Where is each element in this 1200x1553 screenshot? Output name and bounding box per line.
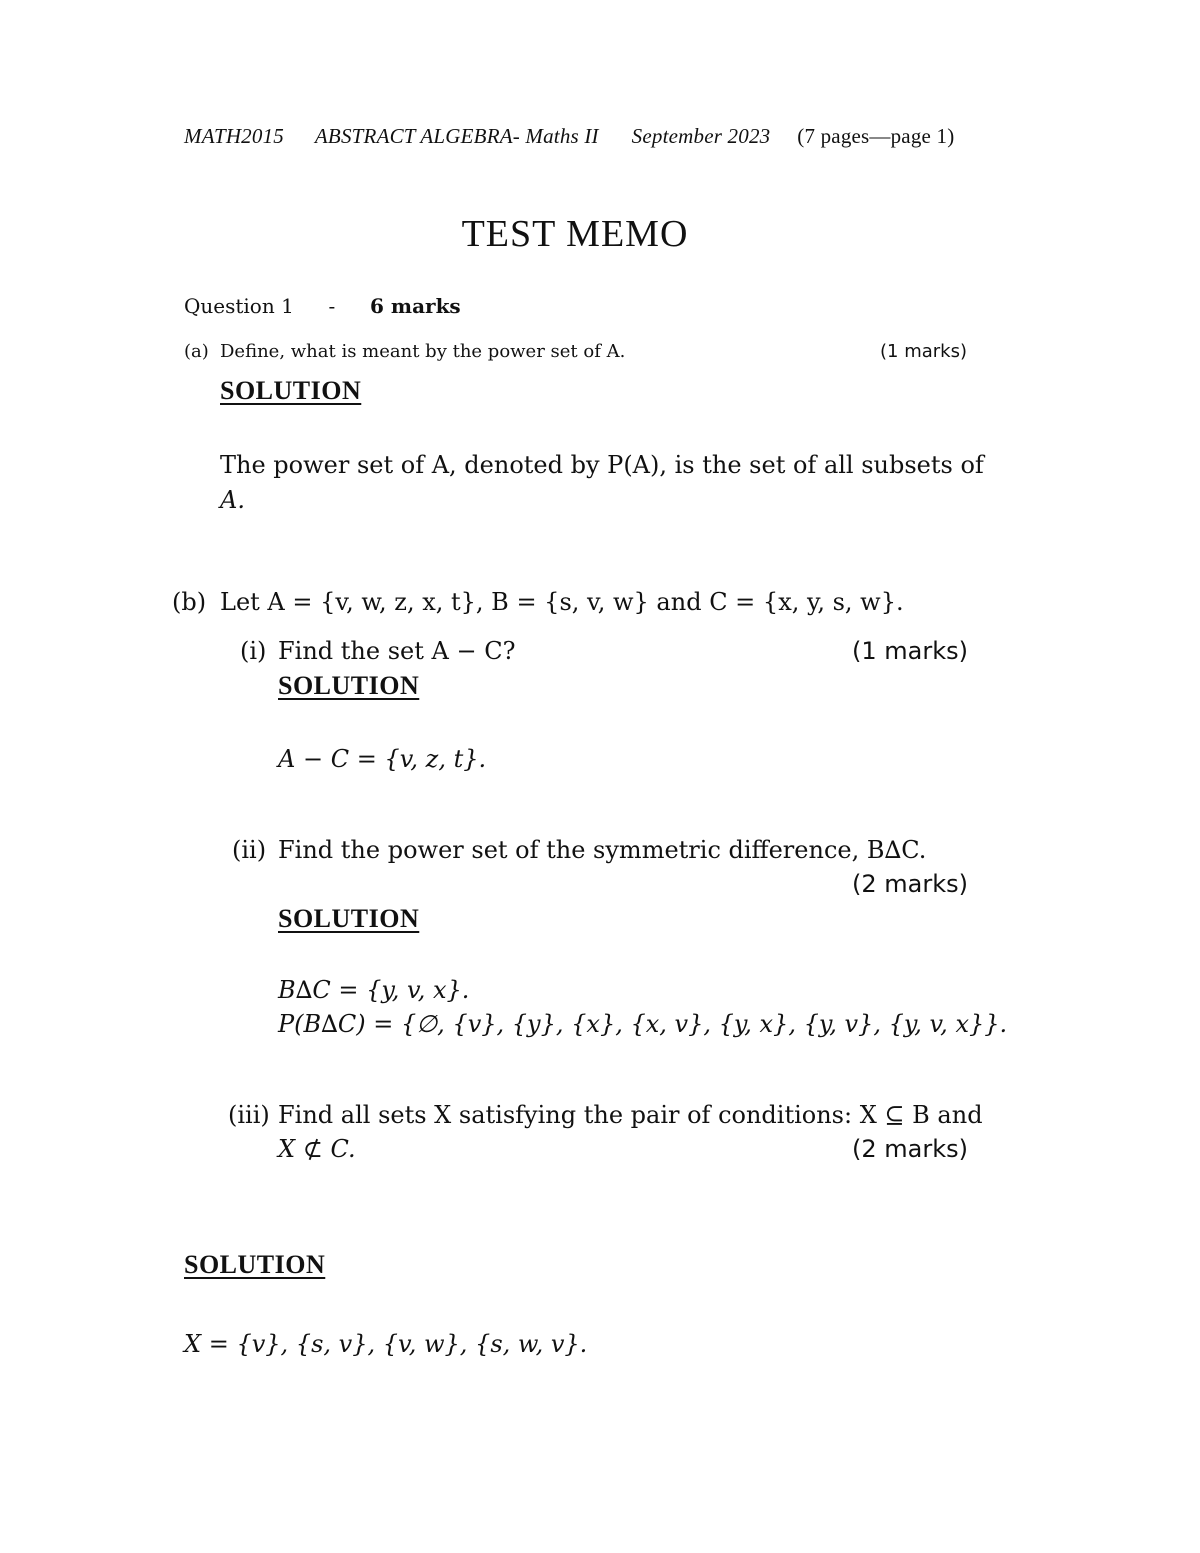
part-a-label: (a) xyxy=(184,341,209,362)
part-b-iii-text-line1: Find all sets X satisfying the pair of conditions: X ⊆ B and xyxy=(278,1101,983,1129)
part-b-text: Let A = {v, w, z, x, t}, B = {s, v, w} and C = {x, y, s, w}. xyxy=(220,588,904,616)
part-b-ii-marks: (2 marks) xyxy=(852,870,968,898)
part-b-i-label: (i) xyxy=(240,637,267,665)
page-count: (7 pages—page 1) xyxy=(797,124,955,148)
final-solution-answer: X = {v}, {s, v}, {v, w}, {s, w, v}. xyxy=(184,1330,588,1358)
question-label: Question 1 xyxy=(184,294,294,318)
part-b-ii-answer-line2: P(B∆C) = {∅, {v}, {y}, {x}, {x, v}, {y, x}, {y, v}, {y, v, x}}. xyxy=(278,1010,1008,1038)
part-b-i-text: Find the set A − C? xyxy=(278,637,516,665)
part-b-ii-answer-line1: B∆C = {y, v, x}. xyxy=(278,976,470,1004)
final-solution-heading: SOLUTION xyxy=(184,1250,326,1279)
page-title: TEST MEMO xyxy=(461,213,689,255)
question-marks: 6 marks xyxy=(370,294,461,318)
question-heading xyxy=(184,294,461,318)
exam-date: September 2023 xyxy=(631,124,771,148)
part-b-ii-solution-heading: SOLUTION xyxy=(278,904,420,933)
part-a-solution-line2: A. xyxy=(220,486,245,514)
part-b-iii-label: (iii) xyxy=(228,1101,270,1129)
part-b-i-marks: (1 marks) xyxy=(852,637,968,665)
part-b-iii-text-line2: X ⊄ C. xyxy=(278,1135,356,1163)
part-a-text: Define, what is meant by the power set of A. xyxy=(220,341,626,362)
question-dash: - xyxy=(328,294,336,318)
part-b-ii-text: Find the power set of the symmetric difference, B∆C. xyxy=(278,836,927,864)
course-title: ABSTRACT ALGEBRA- Maths II xyxy=(314,124,599,148)
part-a-solution-line1: The power set of A, denoted by P(A), is the set of all subsets of xyxy=(220,451,984,479)
course-code: MATH2015 xyxy=(184,124,284,148)
part-b-label: (b) xyxy=(172,588,207,616)
part-b-i-solution-heading: SOLUTION xyxy=(278,671,420,700)
page-header xyxy=(184,124,954,149)
part-b-ii-label: (ii) xyxy=(232,836,267,864)
part-a-marks: (1 marks) xyxy=(880,341,967,362)
part-b-iii-marks: (2 marks) xyxy=(852,1135,968,1163)
part-a-solution-heading: SOLUTION xyxy=(220,376,362,405)
part-b-i-answer: A − C = {v, z, t}. xyxy=(278,745,487,773)
